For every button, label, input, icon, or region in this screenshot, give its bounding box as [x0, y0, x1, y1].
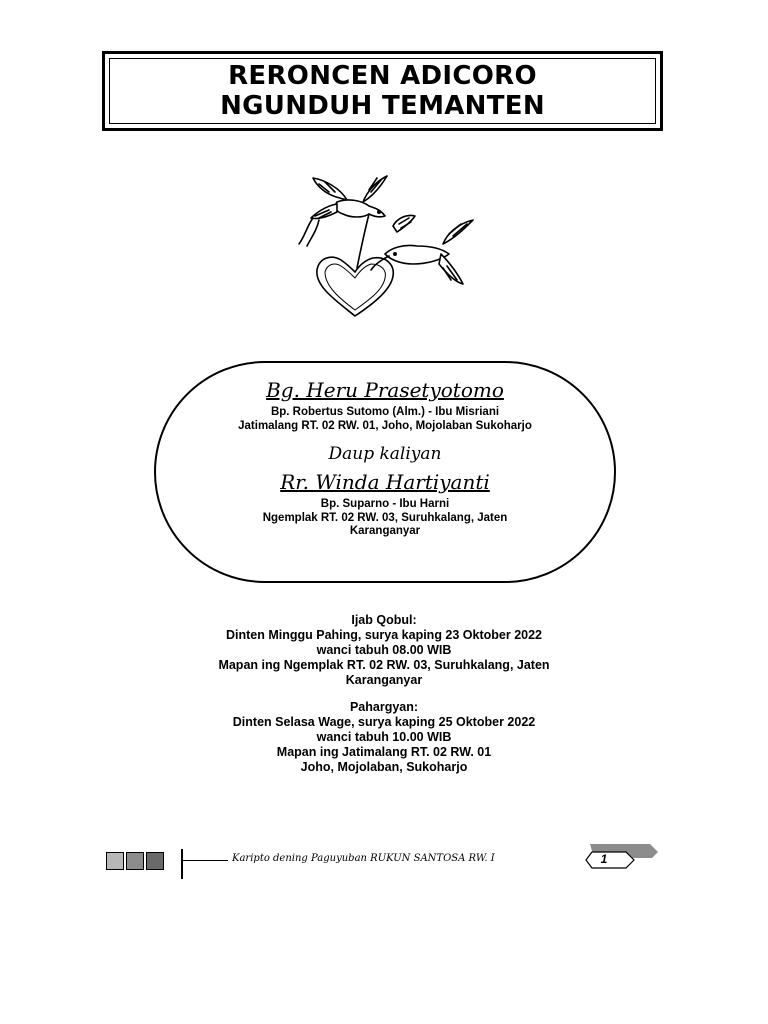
ijab-place-1: Mapan ing Ngemplak RT. 02 RW. 03, Suruhkalang, Jaten [218, 658, 550, 672]
groom-address: Jatimalang RT. 02 RW. 01, Joho, Mojolaban Sukoharjo [238, 419, 532, 432]
title-box [102, 51, 663, 131]
ijab-qobul-section [140, 613, 628, 688]
pahargyan-place-2: Joho, Mojolaban, Sukoharjo [300, 760, 468, 774]
ijab-date: Dinten Minggu Pahing, surya kaping 23 Oktober 2022 [225, 628, 543, 642]
footer-square-1 [106, 852, 124, 870]
groom-parents: Bp. Robertus Sutomo (Alm.) - Ibu Misriani [270, 406, 500, 418]
pahargyan-heading: Pahargyan: [349, 700, 419, 714]
footer-divider-vertical [181, 849, 183, 879]
footer-divider-horizontal [182, 860, 228, 861]
footer-square-2 [126, 852, 144, 870]
title-line-2: NGUNDUH TEMANTEN [220, 91, 545, 121]
ijab-time: wanci tabuh 08.00 WIB [316, 643, 452, 657]
ijab-heading: Ijab Qobul: [351, 613, 417, 627]
pahargyan-date: Dinten Selasa Wage, surya kaping 25 Oktober 2022 [232, 715, 536, 729]
page-number: 1 [600, 852, 608, 866]
title-box-inner [109, 58, 656, 124]
page-number-badge [574, 840, 660, 874]
ijab-place-2: Karanganyar [345, 673, 423, 687]
bride-address: Ngemplak RT. 02 RW. 03, Suruhkalang, Jaten Karanganyar [262, 511, 508, 537]
footer-square-3 [146, 852, 164, 870]
pahargyan-place-1: Mapan ing Jatimalang RT. 02 RW. 01 [276, 745, 492, 759]
doves-with-heart-icon [285, 168, 485, 328]
footer-credit: Karipto dening Paguyuban RUKUN SANTOSA RW. I [232, 853, 495, 864]
bride-parents: Bp. Suparno - Ibu Harni [320, 498, 450, 510]
pahargyan-time: wanci tabuh 10.00 WIB [316, 730, 452, 744]
connector-text: Daup kaliyan [328, 444, 442, 464]
footer-squares [106, 852, 164, 870]
couple-details [156, 377, 614, 539]
pahargyan-section [140, 700, 628, 775]
title-line-1: RERONCEN ADICORO [228, 61, 537, 91]
groom-name: Bg. Heru Prasetyotomo [266, 378, 504, 402]
bride-name: Rr. Winda Hartiyanti [280, 470, 490, 494]
couple-oval [154, 361, 616, 583]
